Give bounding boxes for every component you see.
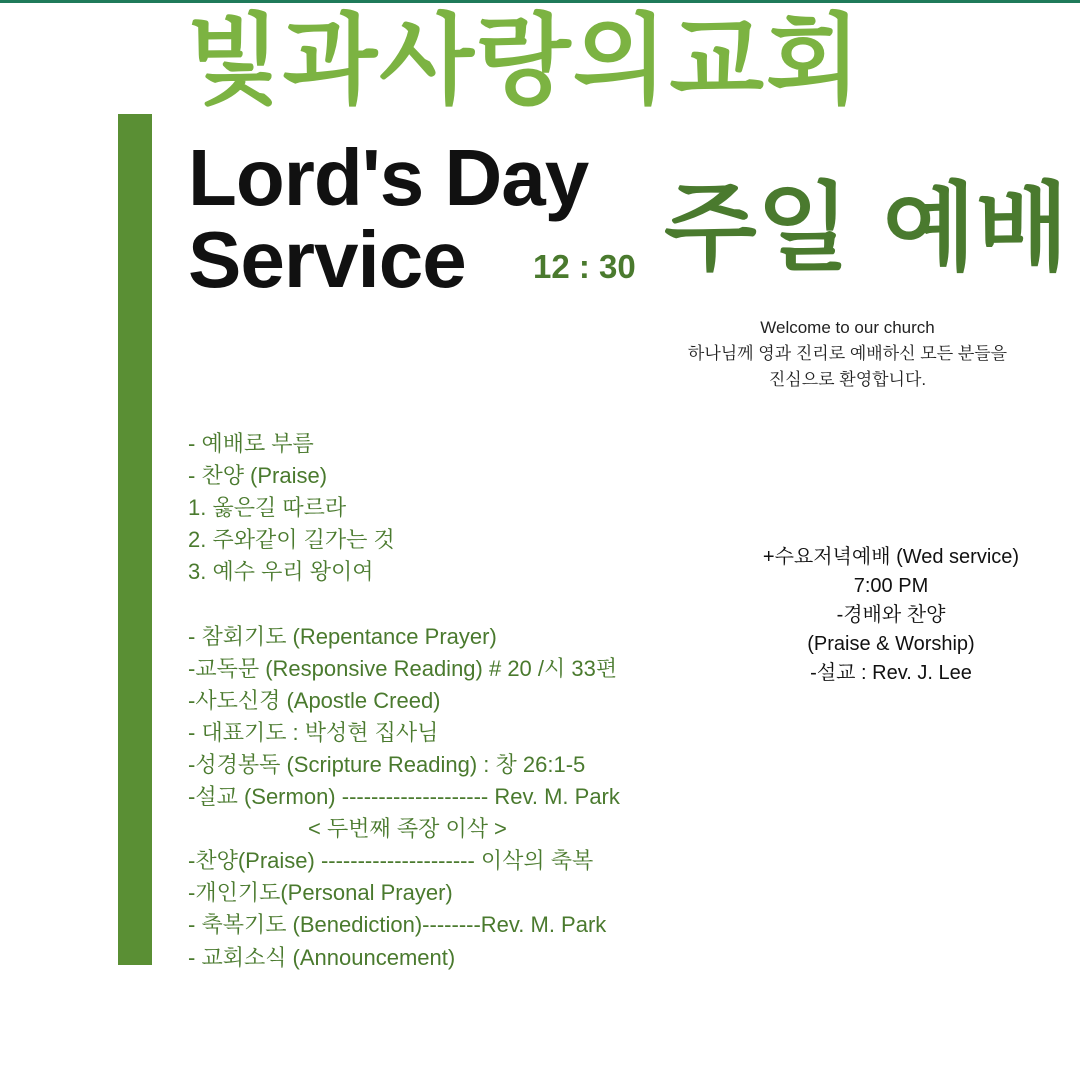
wednesday-service [728,543,1054,688]
wed-item-praise-en: (Praise & Worship) [807,633,975,655]
order-item-repentance-prayer: - 참회기도 (Repentance Prayer) [188,623,497,649]
order-of-service [188,428,620,974]
order-item-hymn-2: 2. 주와같이 길가는 것 [188,527,395,553]
order-item-praise-2: -찬양(Praise) --------------------- 이삭의 축복 [188,848,594,874]
order-item-announcement: - 교회소식 (Announcement) [188,944,456,970]
order-item-apostle-creed: -사도신경 (Apostle Creed) [188,687,441,713]
wed-title: +수요저녁예배 (Wed service) [762,546,1020,568]
order-item-scripture-reading: -성경봉독 (Scripture Reading) : 창 26:1-5 [188,751,586,777]
welcome-line-3: 진심으로 환영합니다. [768,370,927,389]
church-name: 빛과사랑의교회 [186,4,863,118]
wed-item-praise: -경배와 찬양 [836,604,946,626]
wed-item-sermon: -설교 : Rev. J. Lee [810,662,972,684]
welcome-line-2: 하나님께 영과 진리로 예배하신 모든 분들을 [687,344,1008,363]
welcome-message [660,315,1035,393]
title-line-1: Lord's Day [188,133,589,222]
order-item-responsive-reading: -교독문 (Responsive Reading) # 20 /시 33편 [188,655,618,681]
order-item-personal-prayer: -개인기도(Personal Prayer) [188,880,453,906]
service-time: 12 : 30 [533,248,636,285]
order-item-praise: - 찬양 (Praise) [188,463,328,489]
korean-title: 주일 예배 [664,172,1069,284]
order-spacer [188,588,620,620]
wed-time: 7:00 PM [853,575,929,597]
order-item-benediction: - 축복기도 (Benediction)--------Rev. M. Park [188,912,607,938]
order-item-representative-prayer: - 대표기도 : 박성현 집사님 [188,719,439,745]
order-item-sermon: -설교 (Sermon) -------------------- Rev. M. Park [188,784,620,810]
welcome-line-1: Welcome to our church [760,318,935,337]
order-item-call-to-worship: - 예배로 부름 [188,431,314,456]
order-item-sermon-title: < 두번째 족장 이삭 > [308,816,507,842]
order-item-hymn-3: 3. 예수 우리 왕이여 [188,559,374,585]
top-rule [0,0,1080,3]
order-item-hymn-1: 1. 옳은길 따르라 [188,495,347,521]
title-line-2: Service [188,215,466,304]
green-side-bar [118,114,152,965]
